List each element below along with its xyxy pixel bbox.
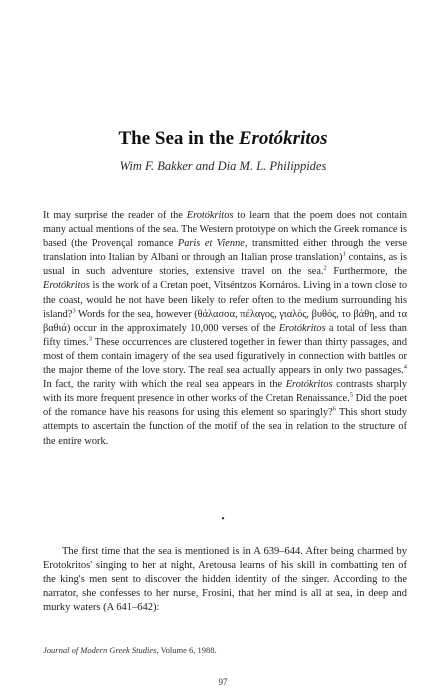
page-number: 97: [218, 677, 228, 687]
title-text: The Sea in the: [118, 128, 239, 149]
text-run: In fact, the rarity with which the real sea appears in the: [43, 379, 286, 391]
text-run: is the work of a Cretan poet, Vitséntzos Kornáros. Living in a town close to the coast, would he not have been likely to refer often to the medium surrounding his island?: [43, 280, 407, 320]
text-run: These occurrences are clustered together in fewer than thirty passages, and most of them contain imagery of the sea used figuratively in connection with battles or the major theme of the love story. The real sea actually appears in only two passages.: [43, 336, 408, 377]
text-run: Furthermore, the: [326, 266, 407, 278]
footnote-ref: 6: [332, 405, 336, 413]
italic-run: Erotókritos: [278, 322, 326, 334]
text-run: This short study attempts to ascertain the function of the motif of the sea in relation to the structure of the entire work.: [43, 407, 407, 447]
journal-name: Journal of Modern Greek Studies: [43, 645, 157, 655]
text-run: to learn that the poem does not contain many actual mentions of the sea. The Western prototype on which the Greek romance is based (the Provençal romance: [43, 210, 407, 250]
text-run: It may surprise the reader of the: [43, 210, 187, 221]
paragraph-2: [43, 545, 407, 615]
text-run: Words for the sea, however (θάλασσα, πέλαγος, γιαλός, βυθός, τo βάθη, and τα βαθιά) occur in the approximately 10,000 verses of the: [43, 308, 407, 334]
text-run: contains, as is usual in such adventure stories, extensive travel on the sea.: [43, 252, 407, 278]
text-run: a total of less than fifty times.: [43, 322, 407, 348]
text-run: Did the poet of the romance have his reasons for using this element so sparingly?: [43, 393, 407, 419]
article-authors: Wim F. Bakker and Dia M. L. Philippides: [119, 159, 327, 173]
italic-run: Paris et Vienne: [177, 238, 245, 250]
paragraph-1: [43, 209, 407, 449]
paragraph-2-text: The first time that the sea is mentioned is in A 639–644. After being charmed by Erotokritos' singing to her at night, Aretousa learns of his skill in combatting ten of the king's men sent to discover the hidden identity of the singer. According to the narrator, she confesses to her nurse, Frosini, that her mind is all at sea, in deep and murky waters (A 641–642):: [43, 546, 407, 614]
text-run: , transmitted either through the verse translation into Italian by Albani or through an Italian prose translation): [43, 238, 407, 264]
footnote-ref: 2: [323, 264, 327, 272]
article-title: [0, 128, 446, 150]
journal-volume: , Volume 6, 1988.: [156, 645, 217, 655]
title-italic-text: Erotókritos: [238, 128, 328, 149]
text-run: contrasts sharply with its more frequent presence in other works of the Cretan Renaissance.: [43, 379, 407, 405]
italic-run: Erotókritos: [285, 379, 333, 391]
section-separator: •: [221, 514, 225, 525]
journal-citation: [43, 645, 217, 655]
footnote-ref: 3: [88, 335, 92, 343]
footnote-ref: 3: [72, 307, 76, 315]
footnote-ref: 4: [403, 363, 407, 371]
italic-run: Erotókritos: [43, 280, 90, 292]
footnote-ref: 1: [342, 250, 346, 258]
footnote-ref: 5: [349, 391, 353, 399]
italic-run: Erotókritos: [186, 210, 234, 221]
